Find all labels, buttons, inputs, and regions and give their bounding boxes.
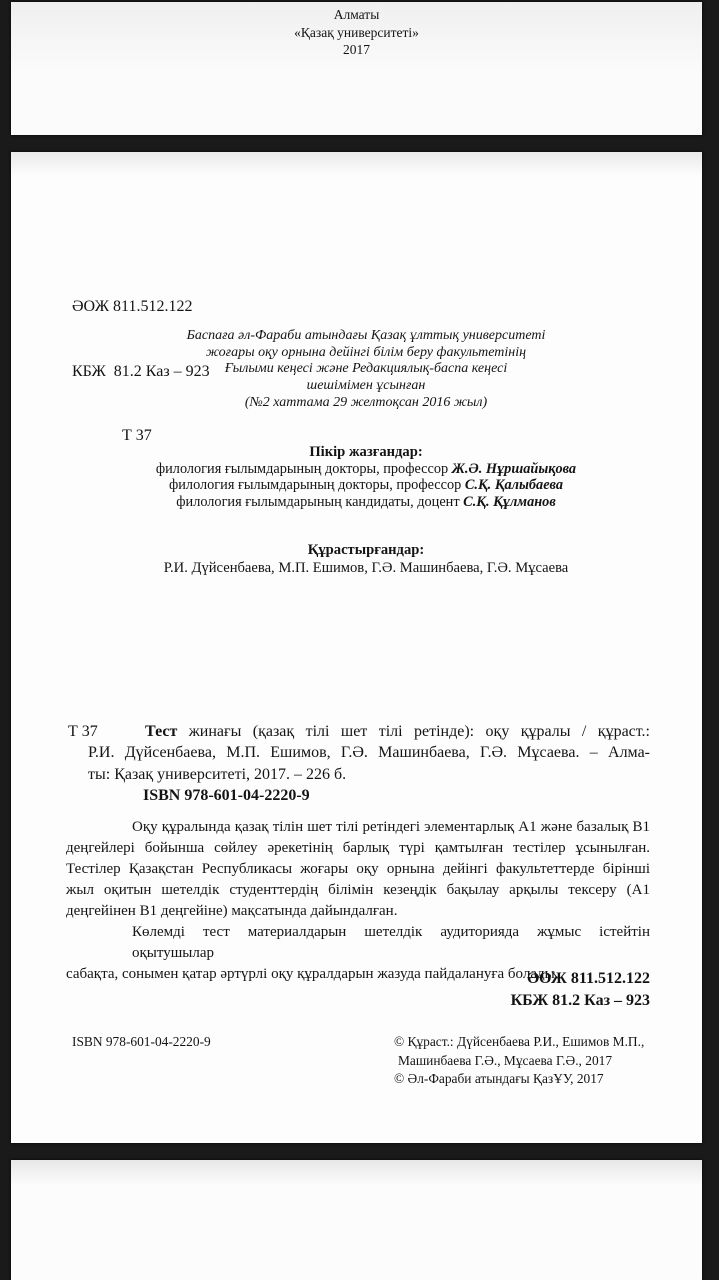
compilers-heading: Құрастырғандар: — [307, 542, 425, 558]
catalog-title-word: Тест — [145, 723, 178, 740]
reviewer-name: С.Қ. Құлманов — [463, 493, 556, 510]
reviewers-heading: Пікір жазғандар: — [309, 444, 423, 460]
publish-year: 2017 — [343, 42, 370, 57]
catalog-author-sign: Т 37 — [68, 723, 98, 740]
classification-codes — [511, 968, 650, 1012]
approval-line: жоғары оқу орнына дейінгі білім беру факультетінің — [205, 344, 527, 360]
imprint-publisher-block — [11, 2, 702, 59]
annotation-line: Тестілер Қазақстан Республикасы жоғары оқу орнына дейінгі факультеттерде бірінші — [66, 861, 650, 877]
publisher-city: Алматы — [333, 7, 380, 22]
udc-line: ӘОЖ 811.512.122 — [72, 298, 193, 315]
annotation-line: деңгейлері бойынша сөйлеу әрекетінің барлық түрі қамтылған тестілер ұсынылған. — [66, 840, 650, 856]
copyright-block — [394, 1033, 644, 1089]
catalog-line: Р.И. Дүйсенбаева, М.П. Ешимов, Г.Ә. Машинбаева, Г.Ә. Мұсаева. – Алма- — [88, 744, 650, 762]
reviewer-entry — [66, 461, 666, 478]
compilers-block — [66, 542, 666, 577]
publisher-name: «Қазақ университеті» — [294, 24, 419, 40]
approval-note — [66, 328, 666, 412]
reviewer-title: филология ғылымдарының кандидаты, доцент — [176, 493, 464, 510]
next-page-top — [11, 1160, 702, 1280]
bbk-code: КБЖ 81.2 Каз – 923 — [510, 992, 650, 1009]
reviewer-entry — [66, 477, 666, 494]
catalog-line — [88, 721, 650, 742]
approval-line: Баспаға әл-Фараби атындағы Қазақ ұлттық университеті — [186, 328, 546, 343]
imprint-page — [11, 152, 702, 1143]
copyright-line: © Әл-Фараби атындағы ҚазҰУ, 2017 — [394, 1071, 604, 1087]
catalog-line: ты: Қазақ университеті, 2017. – 226 б. — [88, 765, 347, 783]
annotation-line: деңгейінен В1 деңгейіне) мақсатында дайындалған. — [66, 903, 398, 919]
reviewer-entry — [66, 494, 666, 511]
catalog-entry — [88, 721, 650, 806]
reviewer-title: филология ғылымдарының докторы, профессор — [155, 460, 452, 477]
reviewer-name: Ж.Ә. Нұршайықова — [451, 460, 577, 477]
catalog-line-rest: жинағы (қазақ тілі шет тілі ретінде): оқу құралы / құраст.: — [177, 723, 650, 740]
annotation-block — [66, 817, 650, 985]
annotation-line: Оқу құралында қазақ тілін шет тілі ретіндегі элементарлық А1 және базалық В1 — [132, 819, 650, 835]
catalog-isbn: ISBN 978-601-04-2220-9 — [143, 786, 310, 804]
annotation-line: Көлемді тест материалдарын шетелдік аудиторияда жұмыс істейтін оқытушылар — [132, 924, 650, 961]
bbk-line: КБЖ 81.2 Каз – 923 — [72, 362, 210, 380]
previous-page-bottom — [11, 2, 702, 135]
approval-line: Ғылыми кеңесі және Редакциялық-баспа кеңесі — [224, 361, 508, 377]
annotation-line: жыл оқитын шетелдік студенттердің білімін кезеңдік бақылау арқылы тексеру (А1 — [66, 882, 650, 898]
copyright-line: © Құраст.: Дүйсенбаева Р.И., Ешимов М.П., — [394, 1034, 645, 1049]
isbn-number: ISBN 978-601-04-2220-9 — [72, 1034, 211, 1049]
catalog-card — [68, 721, 650, 806]
reviewer-title: филология ғылымдарының докторы, профессор — [169, 477, 465, 494]
reviewers-block — [66, 444, 666, 510]
annotation-line: сабақта, сонымен қатар әртүрлі оқу құралдарын жазуда пайдалануға болады. — [66, 966, 559, 982]
udc-code: ӘОЖ 811.512.122 — [527, 970, 650, 987]
copyright-line: Машинбаева Г.Ә., Мұсаева Г.Ә., 2017 — [398, 1052, 613, 1068]
reviewer-name: С.Қ. Қалыбаева — [464, 477, 563, 494]
approval-line: шешімімен ұсынған — [306, 378, 426, 394]
author-sign-line: Т 37 — [122, 427, 152, 444]
compilers-names: Р.И. Дүйсенбаева, М.П. Ешимов, Г.Ә. Машинбаева, Г.Ә. Мұсаева — [163, 559, 569, 576]
isbn-copyright-row — [72, 1033, 657, 1103]
approval-protocol-line: (№2 хаттама 29 желтоқсан 2016 жыл) — [244, 394, 488, 410]
